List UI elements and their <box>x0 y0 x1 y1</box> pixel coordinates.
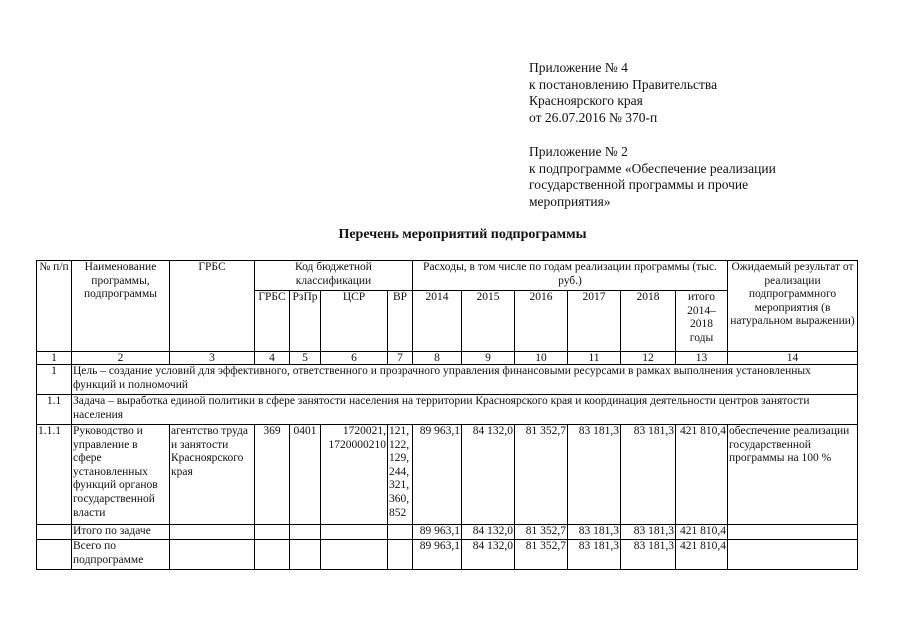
empty-cell <box>388 525 413 540</box>
empty-cell <box>388 540 413 570</box>
col-number: 12 <box>621 352 676 365</box>
task-text: Задача – выработка единой политики в сфере занятости населения на территории Красноярского края и координация деятельности центров занятости населения <box>72 395 858 425</box>
header-sub-rzpr: РзПр <box>290 291 321 352</box>
subprogram-total-row <box>37 540 858 570</box>
document-title: Перечень мероприятий подпрограммы <box>338 227 587 242</box>
activity-y2015: 84 132,0 <box>462 425 515 525</box>
activity-grbs-code: 369 <box>255 425 290 525</box>
empty-cell <box>37 540 72 570</box>
subprogram-total-y2018: 83 181,3 <box>621 540 676 570</box>
subprogram-total-y2017: 83 181,3 <box>568 540 621 570</box>
header-name: Наименование программы, подпрограммы <box>72 261 170 352</box>
task-row <box>37 395 858 425</box>
task-total-y2014: 89 963,1 <box>413 525 462 540</box>
activity-name: Руководство и управление в сфере установленных функций органов государственной власти <box>72 425 170 525</box>
activity-y2018: 83 181,3 <box>621 425 676 525</box>
header-grbs: ГРБС <box>170 261 255 352</box>
col-number: 8 <box>413 352 462 365</box>
col-number: 1 <box>37 352 72 365</box>
header-expenses: Расходы, в том числе по годам реализации программы (тыс. руб.) <box>413 261 728 291</box>
col-number: 2 <box>72 352 170 365</box>
activity-total: 421 810,4 <box>676 425 728 525</box>
empty-cell <box>290 540 321 570</box>
header-year-2018: 2018 <box>621 291 676 352</box>
task-total-y2016: 81 352,7 <box>515 525 568 540</box>
col-number: 13 <box>676 352 728 365</box>
header-row-1 <box>37 261 858 291</box>
appendix-4-line1: Приложение № 4 <box>529 60 628 75</box>
col-number: 11 <box>568 352 621 365</box>
task-total-y2017: 83 181,3 <box>568 525 621 540</box>
empty-cell <box>728 525 858 540</box>
empty-cell <box>321 540 388 570</box>
empty-cell <box>255 525 290 540</box>
appendix-2-line4: мероприятия» <box>529 193 611 209</box>
activity-num: 1.1.1 <box>37 425 72 525</box>
header-result: Ожидаемый результат от реализации подпрограммного мероприятия (в натуральном выражении) <box>728 261 858 352</box>
appendix-4-header <box>529 60 717 126</box>
column-numbers-row <box>37 352 858 365</box>
appendix-2-line1: Приложение № 2 <box>529 144 628 159</box>
header-sub-vr: ВР <box>388 291 413 352</box>
col-number: 7 <box>388 352 413 365</box>
col-number: 10 <box>515 352 568 365</box>
col-number: 4 <box>255 352 290 365</box>
header-sub-csr: ЦСР <box>321 291 388 352</box>
col-number: 6 <box>321 352 388 365</box>
header-sub-grbs: ГРБС <box>255 291 290 352</box>
header-num: № п/п <box>37 261 72 352</box>
subprogram-total-y2014: 89 963,1 <box>413 540 462 570</box>
activity-y2017: 83 181,3 <box>568 425 621 525</box>
appendix-4-line2: к постановлению Правительства <box>529 76 718 92</box>
activity-csr: 1720021, 1720000210 <box>321 425 388 525</box>
activity-row <box>37 425 858 525</box>
appendix-2-line3: государственной программы и прочие <box>529 177 749 192</box>
subprogram-total-y2015: 84 132,0 <box>462 540 515 570</box>
subprogram-total-total: 421 810,4 <box>676 540 728 570</box>
empty-cell <box>170 540 255 570</box>
header-year-2016: 2016 <box>515 291 568 352</box>
empty-cell <box>728 540 858 570</box>
activity-y2016: 81 352,7 <box>515 425 568 525</box>
col-number: 5 <box>290 352 321 365</box>
activities-table <box>36 260 858 570</box>
goal-num: 1 <box>37 365 72 395</box>
task-num: 1.1 <box>37 395 72 425</box>
task-total-y2018: 83 181,3 <box>621 525 676 540</box>
goal-text: Цель – создание условий для эффективного, ответственного и прозрачного управления финансовыми ресурсами в рамках выполнения установленных функций и полномочий <box>72 365 858 395</box>
subprogram-total-label: Всего по подпрограмме <box>72 540 170 570</box>
activity-y2014: 89 963,1 <box>413 425 462 525</box>
empty-cell <box>255 540 290 570</box>
goal-row <box>37 365 858 395</box>
appendix-4-line3: Красноярского края <box>529 93 643 108</box>
empty-cell <box>290 525 321 540</box>
appendix-2-line2: к подпрограмме «Обеспечение реализации <box>529 160 776 176</box>
col-number: 3 <box>170 352 255 365</box>
header-total: итого 2014–2018 годы <box>676 291 728 352</box>
activity-rzpr: 0401 <box>290 425 321 525</box>
appendix-4-line4: от 26.07.2016 № 370-п <box>529 109 658 125</box>
empty-cell <box>37 525 72 540</box>
task-total-y2015: 84 132,0 <box>462 525 515 540</box>
header-year-2014: 2014 <box>413 291 462 352</box>
activity-result: обеспечение реализации государственной программы на 100 % <box>728 425 858 525</box>
activity-vr: 121, 122, 129, 244, 321, 360, 852 <box>388 425 413 525</box>
empty-cell <box>170 525 255 540</box>
header-budget-code: Код бюджетной классификации <box>255 261 413 291</box>
activity-grbs: агентство труда и занятости Красноярского края <box>170 425 255 525</box>
header-year-2015: 2015 <box>462 291 515 352</box>
col-number: 14 <box>728 352 858 365</box>
empty-cell <box>321 525 388 540</box>
task-total-row <box>37 525 858 540</box>
task-total-label: Итого по задаче <box>72 525 170 540</box>
col-number: 9 <box>462 352 515 365</box>
task-total-total: 421 810,4 <box>676 525 728 540</box>
subprogram-total-y2016: 81 352,7 <box>515 540 568 570</box>
header-year-2017: 2017 <box>568 291 621 352</box>
appendix-2-header <box>529 144 776 210</box>
